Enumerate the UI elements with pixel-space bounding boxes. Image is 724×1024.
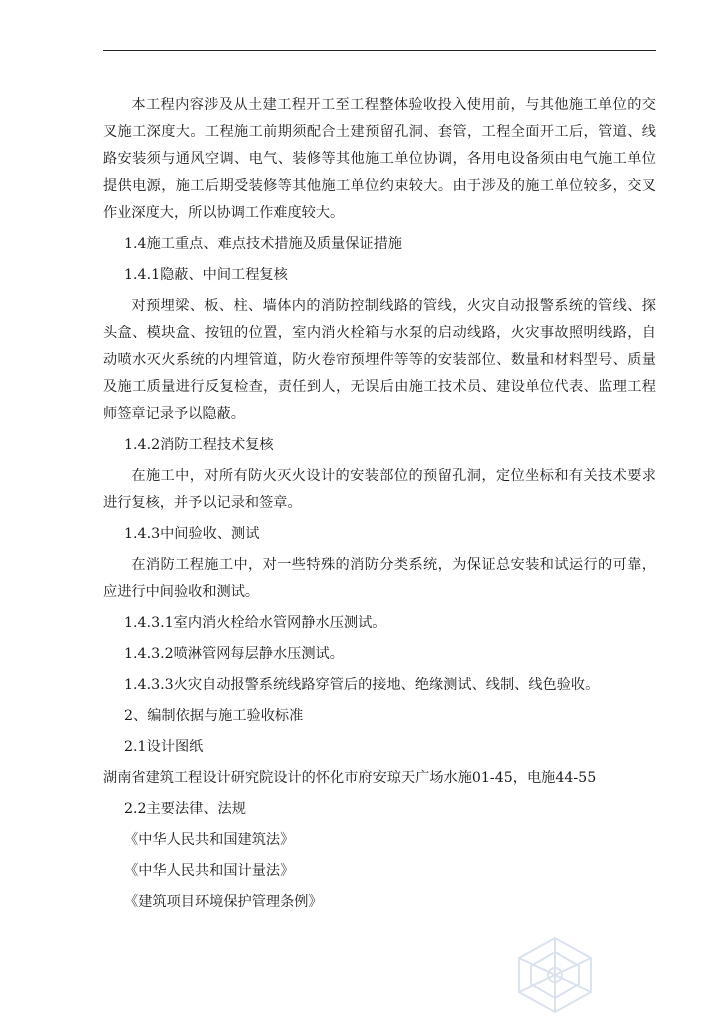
heading-2: 2、编制依据与施工验收标准 <box>124 708 304 724</box>
header-rule <box>103 50 656 51</box>
heading-1-4-2: 1.4.2消防工程技术复核 <box>124 437 274 453</box>
heading-1-4-1: 1.4.1隐蔽、中间工程复核 <box>124 267 288 283</box>
item-1-4-3-2: 1.4.3.2喷淋管网每层静水压测试。 <box>124 646 344 662</box>
document-body <box>103 92 656 920</box>
heading-1-4: 1.4施工重点、难点技术措施及质量保证措施 <box>124 236 402 252</box>
heading-2-1: 2.1设计图纸 <box>124 739 204 755</box>
paragraph-intermediate-test: 在消防工程施工中，对一些特殊的消防分类系统，为保证总安装和试运行的可靠，应进行中间验收和测试。 <box>103 557 656 600</box>
heading-2-2: 2.2主要法律、法规 <box>124 801 246 817</box>
item-1-4-3-3: 1.4.3.3火灾自动报警系统线路穿管后的接地、绝缘测试、线制、线色验收。 <box>124 677 600 693</box>
law-title-construction: 《中华人民共和国建筑法》 <box>124 832 295 848</box>
law-title-metrology: 《中华人民共和国计量法》 <box>124 863 295 879</box>
law-title-environment: 《建筑项目环境保护管理条例》 <box>124 894 323 910</box>
item-1-4-3-1: 1.4.3.1室内消火栓给水管网静水压测试。 <box>124 615 387 631</box>
paragraph-technical-review: 在施工中，对所有防火灭火设计的安装部位的预留孔洞，定位坐标和有关技术要求进行复核，并予以记录和签章。 <box>103 468 656 511</box>
snowflake-logo-icon <box>505 930 605 1020</box>
paragraph-concealed-work: 对预埋梁、板、柱、墙体内的消防控制线路的管线，火灾自动报警系统的管线、探头盒、模块盒、按钮的位置，室内消火栓箱与水泵的启动线路，火灾事故照明线路，自动喷水灭火系统的内埋管道，防火卷帘预埋件等等的安装部位、数量和材料型号、质量及施工质量进行反复检查，责任到人，无误后由施工技术员、建设单位代表、监理工程师签章记录予以隐蔽。 <box>103 298 656 422</box>
paragraph-intro: 本工程内容涉及从土建工程开工至工程整体验收投入使用前，与其他施工单位的交叉施工深度大。工程施工前期须配合土建预留孔洞、套管，工程全面开工后，管道、线路安装须与通风空调、电气、装修等其他施工单位协调，各用电设备须由电气施工单位提供电源，施工后期受装修等其他施工单位约束较大。由于涉及的施工单位较多，交叉作业深度大，所以协调工作难度较大。 <box>103 97 656 221</box>
heading-1-4-3: 1.4.3中间验收、测试 <box>124 526 260 542</box>
paragraph-design-drawings: 湖南省建筑工程设计研究院设计的怀化市府安琼天广场水施01-45，电施44-55 <box>103 770 597 786</box>
